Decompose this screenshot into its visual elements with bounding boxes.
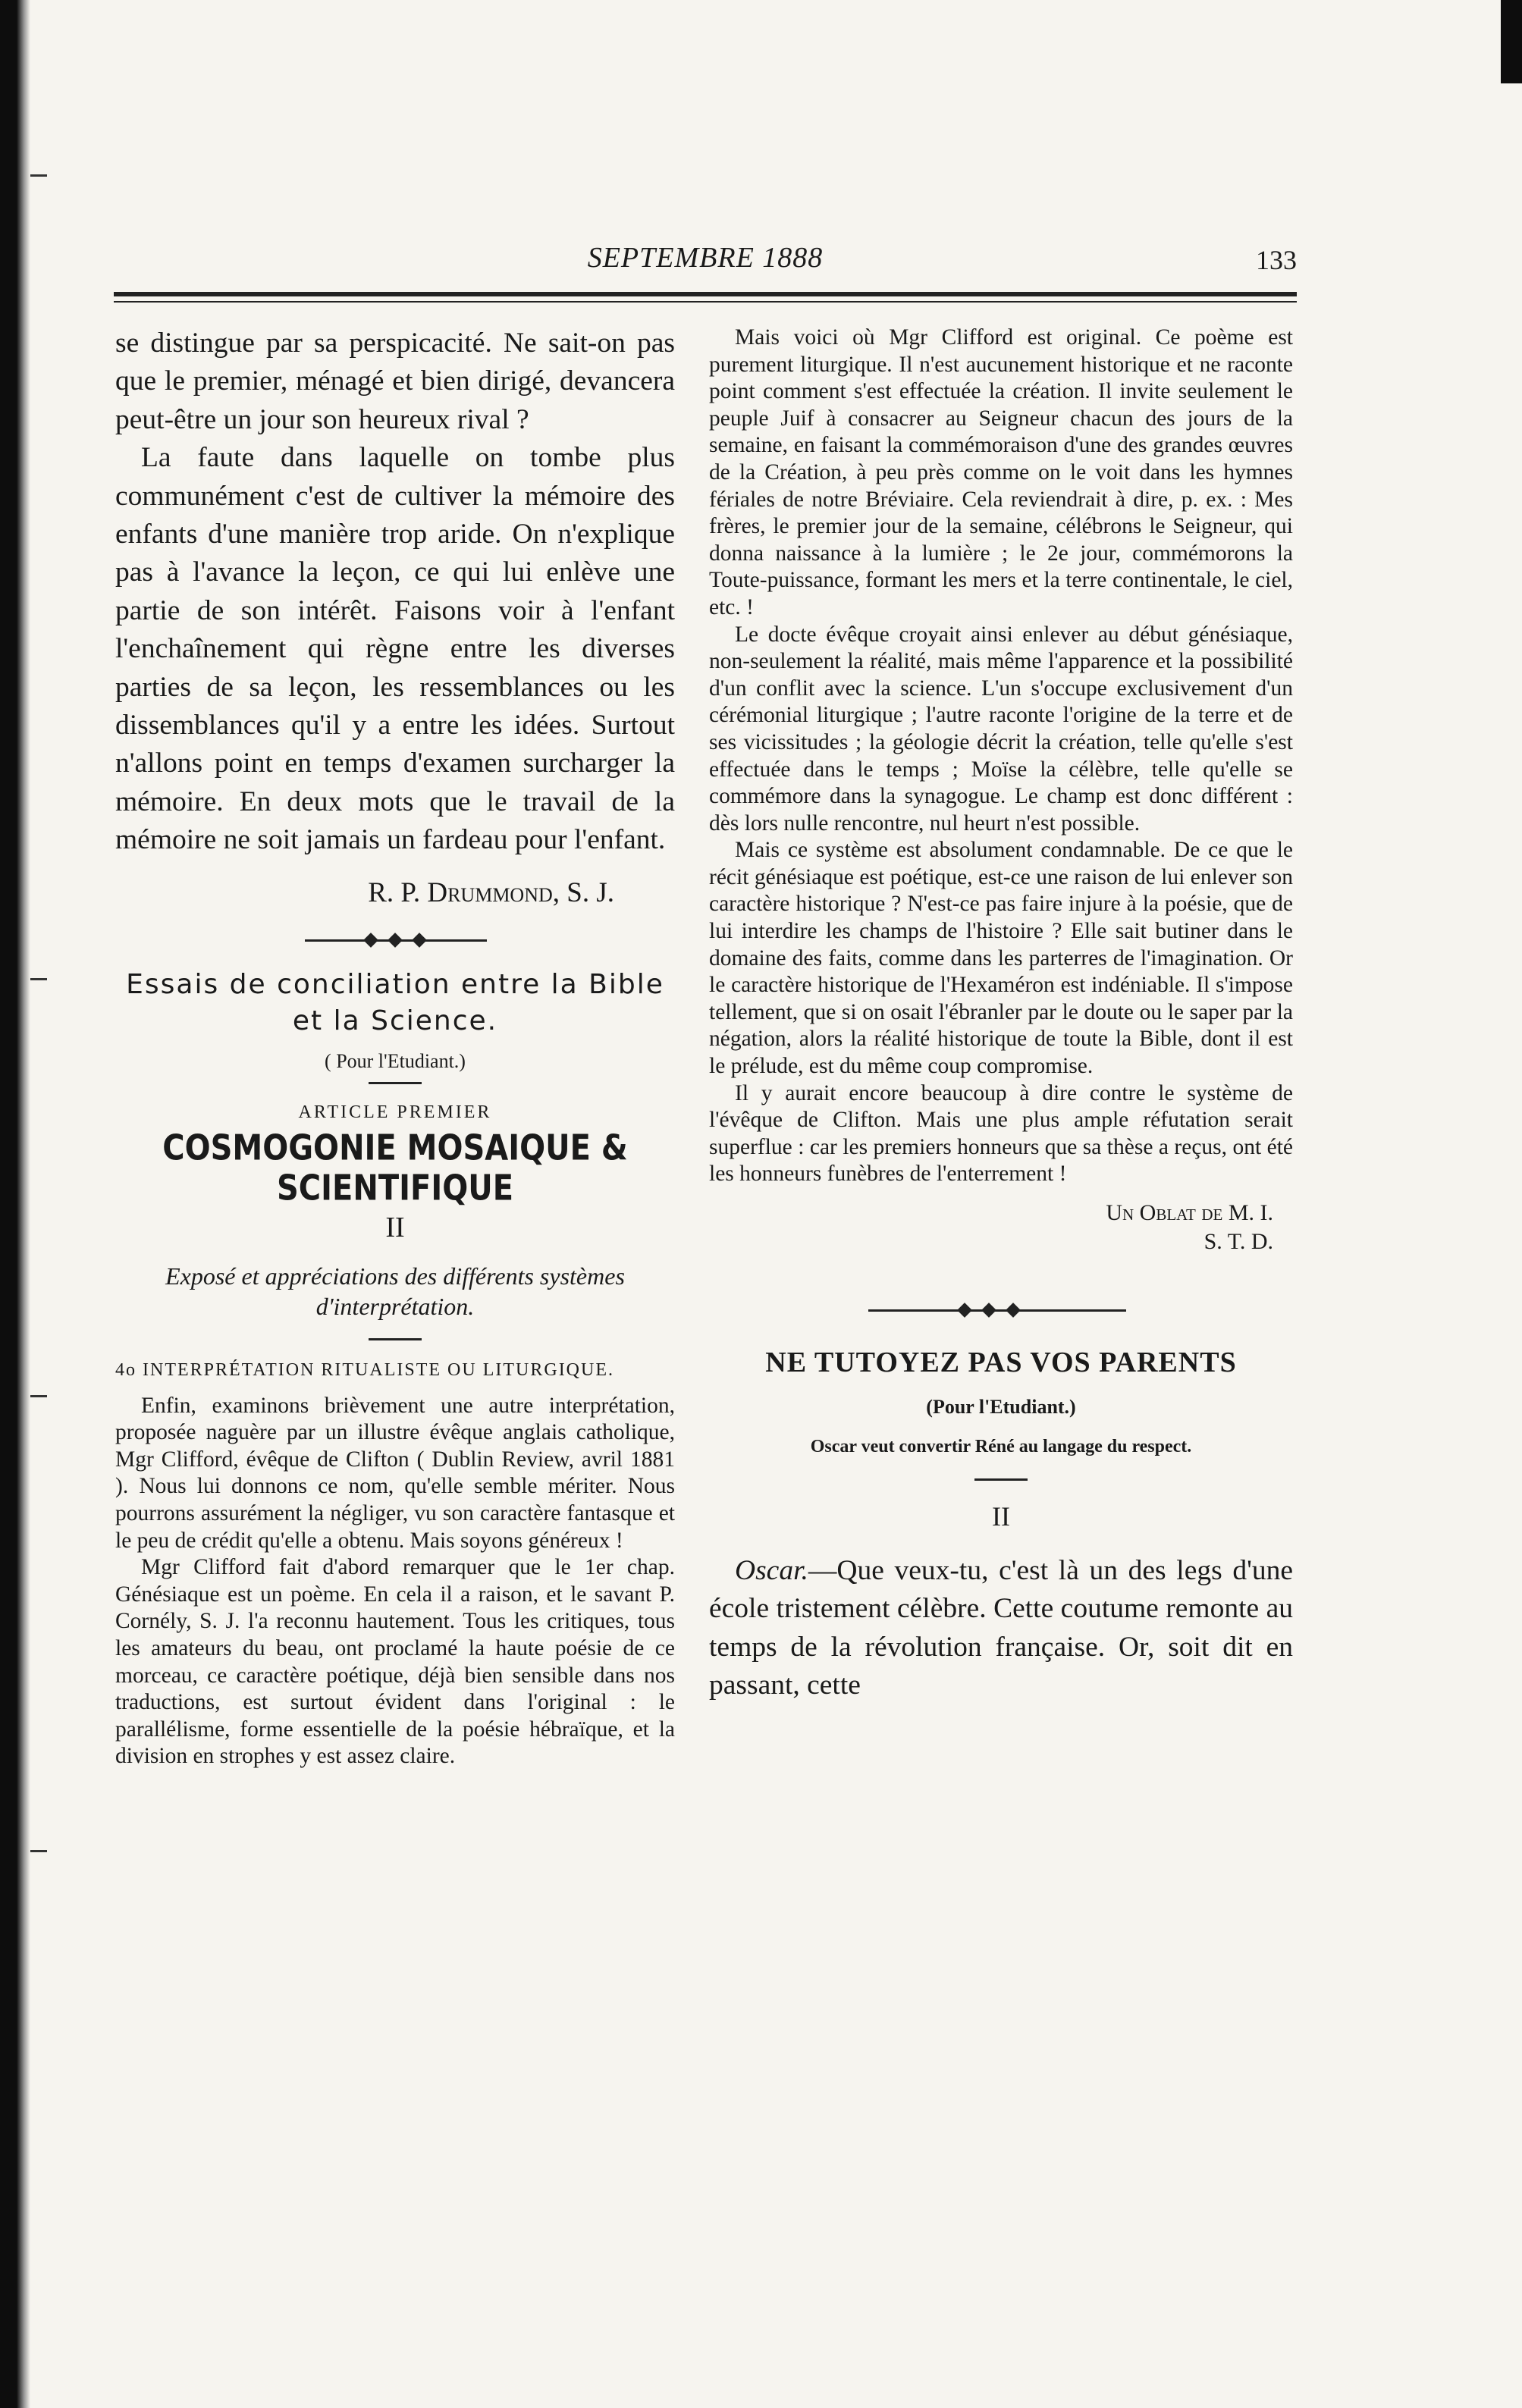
spine-mark	[30, 978, 47, 980]
short-rule	[369, 1082, 422, 1084]
short-rule	[974, 1478, 1028, 1481]
ornament-divider	[709, 1305, 1293, 1315]
paragraph: Mgr Clifford fait d'abord remarquer que le 1er chap. Génésiaque est un poème. En cela il a raison, et le savant P. Cornély, S. J. l'a reconnu hautement. Tous les critiques, tous les amateurs du beau, ont proclamé la haute poésie de ce morceau, ce caractère poétique, déjà bien sensible dans nos traductions, est surtout évident dans l'original : le parallélisme, forme essentielle de la poésie hébraïque, et la division en strophes y est assez claire.	[115, 1555, 675, 1769]
spine-mark	[30, 174, 47, 177]
part-number: II	[992, 1501, 1010, 1532]
author-signature-line2: S. T. D.	[1203, 1229, 1273, 1254]
article-label: ARTICLE PREMIER	[298, 1102, 492, 1122]
author-signature: Un Oblat de M. I.	[1106, 1200, 1273, 1225]
right-column	[709, 325, 1293, 1705]
article-title: COSMOGONIE MOSAIQUE & SCIENTIFIQUE	[162, 1127, 628, 1209]
part-number: II	[385, 1211, 405, 1243]
spine-mark	[30, 1395, 47, 1397]
running-head: SEPTEMBRE 1888	[587, 242, 824, 274]
article-subtitle: Exposé et appréciations des différents systèmes d'interprétation.	[165, 1262, 625, 1320]
dialogue-summary: Oscar veut convertir Réné au langage du respect.	[810, 1437, 1192, 1456]
author-signature: R. P. Drummond, S. J.	[368, 876, 614, 908]
paragraph: se distingue par sa perspicacité. Ne sait-on pas que le premier, ménagé et bien dirigé, devancera peut-être un jour son heureux rival ?	[115, 328, 675, 435]
paragraph: Mais ce système est absolument condamnable. De ce que le récit génésiaque est poétique, est-ce une raison de lui enlever son caractère historique ? N'est-ce pas faire injure à la poésie, que de lui interdire les champs de l'histoire ? Elle sait butiner dans le domaine des faits, comme dans les parterres de l'imagination. Or le caractère historique de l'Hexaméron est indéniable. Il s'impose tellement, que si on osait l'ébranler par le doute ou le saper par la négation, alors la réalité historique de toute la Bible, dont il est le prélude, est du même coup compromise.	[709, 838, 1293, 1079]
section-heading: 4o INTERPRÉTATION RITUALISTE OU LITURGIQUE.	[115, 1359, 615, 1380]
page-header	[114, 241, 1297, 287]
book-spine-shadow	[0, 0, 30, 2408]
page-number: 133	[1256, 245, 1297, 275]
essay-title: Essais de conciliation entre la Bible et la Science.	[126, 968, 664, 1036]
publication-note: ( Pour l'Etudiant.)	[325, 1049, 466, 1072]
dialogue-paragraph	[709, 1552, 1293, 1705]
paragraph: Le docte évêque croyait ainsi enlever au début génésiaque, non-seulement la réalité, mais même l'apparence et la possibilité d'un conflit avec la science. L'un s'occupe exclusivement d'un cérémonial liturgique ; l'autre raconte l'origine de la terre et de ses vicissitudes ; la géologie décrit la création, telle qu'elle s'est effectuée dans le temps ; Moïse la célèbre, telle qu'elle se commémore dans la synagogue. Le champ est donc différent : dès lors nulle rencontre, nul heurt n'est possible.	[709, 622, 1293, 836]
speaker-name: Oscar.	[735, 1555, 808, 1586]
paragraph: Mais voici où Mgr Clifford est original. Ce poème est purement liturgique. Il n'est aucunement historique et ne raconte point comment s'est effectuée la création. Il invite seulement le peuple Juif à consacrer au Seigneur chacun des jours de la semaine, en faisant la commémoraison d'une des grandes œuvres de la Création, à peu près comme on le voit dans les hymnes fériales de notre Bréviaire. Cela reviendrait à dire, p. ex. : Mes frères, le premier jour de la semaine, célébrons le Seigneur, qui donna naissance à la lumière ; le 2e jour, commémorons la Toute-puissance, formant les mers et la terre continentale, le ciel, etc. !	[709, 325, 1293, 619]
page-corner-shadow	[1501, 0, 1522, 83]
article-title: NE TUTOYEZ PAS VOS PARENTS	[765, 1347, 1237, 1378]
publication-note: (Pour l'Etudiant.)	[926, 1396, 1076, 1418]
left-column	[115, 325, 675, 1770]
ornament-divider	[115, 935, 675, 945]
spine-mark	[30, 1850, 47, 1852]
short-rule	[369, 1338, 422, 1340]
paragraph: Enfin, examinons brièvement une autre interprétation, proposée naguère par un illustre évêque anglais catholique, Mgr Clifford, évêque de Clifton ( Dublin Review, avril 1881 ). Nous lui donnons ce nom, qu'elle semble mériter. Nous pourrons assurément la négliger, vu son caractère fantasque et le peu de crédit qu'elle a obtenu. Mais soyons généreux !	[115, 1393, 675, 1553]
paragraph: La faute dans laquelle on tombe plus communément c'est de cultiver la mémoire des enfants d'une manière trop aride. On n'explique pas à l'avance la leçon, ce qui lui enlève une partie de son intérêt. Faisons voir à l'enfant l'enchaînement qui règne entre les diverses parties de sa leçon, les ressemblances ou les dissemblances qu'il y a entre les idées. Surtout n'allons point en temps d'examen surcharger la mémoire. En deux mots que le travail de la mémoire ne soit jamais un fardeau pour l'enfant.	[115, 442, 675, 856]
dialogue-text: —Que veux-tu, c'est là un des legs d'une école tristement célèbre. Cette coutume remonte au temps de la révolution française. Or, soit dit en passant, cette	[709, 1555, 1293, 1701]
paragraph: Il y aurait encore beaucoup à dire contre le système de l'évêque de Clifton. Mais une plus ample réfutation serait superflue : car les premiers honneurs que sa thèse a reçus, ont été les honneurs funèbres de l'enterrement !	[709, 1080, 1293, 1187]
header-rule-thick	[114, 292, 1297, 296]
header-rule-thin	[114, 301, 1297, 303]
